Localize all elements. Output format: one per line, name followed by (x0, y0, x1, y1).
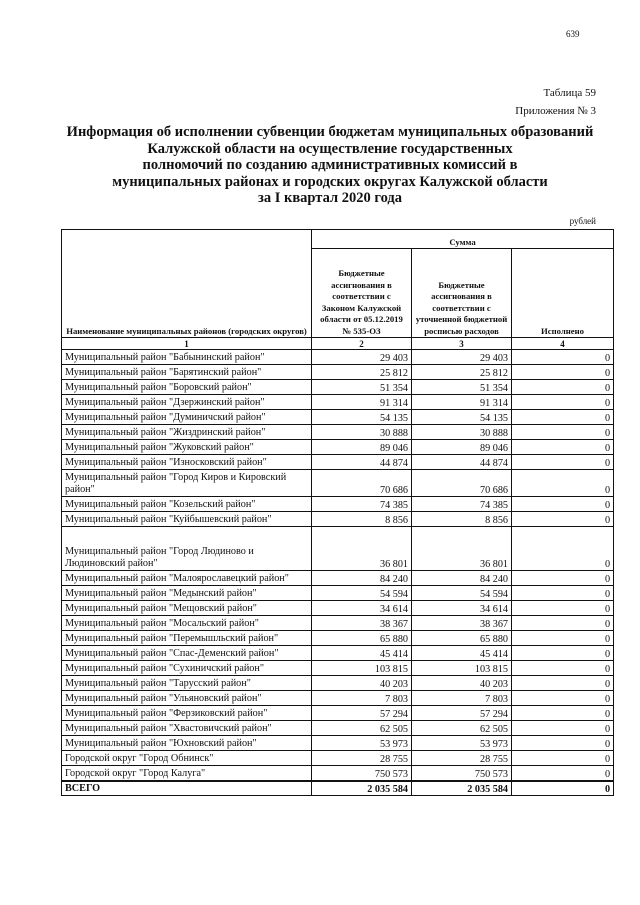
column-number-4: 4 (512, 338, 614, 350)
table-row (62, 721, 614, 736)
row-name: Муниципальный район "Думиничский район" (62, 410, 312, 425)
row-law-budget: 7 803 (312, 691, 412, 706)
header-name: Наименование муниципальных районов (городских округов) (62, 230, 312, 338)
row-name: Муниципальный район "Бабынинский район" (62, 350, 312, 365)
row-law-budget: 62 505 (312, 721, 412, 736)
row-refined-budget: 28 755 (412, 751, 512, 766)
appendix-label: Приложения № 3 (515, 105, 596, 117)
header-refined-budget: Бюджетные ассигнования в соответствии с уточненной бюджетной росписью расходов (412, 249, 512, 338)
row-executed: 0 (512, 736, 614, 751)
row-law-budget: 70 686 (312, 470, 412, 497)
row-law-budget: 29 403 (312, 350, 412, 365)
row-refined-budget: 103 815 (412, 661, 512, 676)
row-law-budget: 74 385 (312, 497, 412, 512)
row-executed: 0 (512, 586, 614, 601)
row-refined-budget: 89 046 (412, 440, 512, 455)
row-refined-budget: 51 354 (412, 380, 512, 395)
row-refined-budget: 30 888 (412, 425, 512, 440)
row-name: Муниципальный район "Ферзиковский район" (62, 706, 312, 721)
row-name: Муниципальный район "Хвастовичский район" (62, 721, 312, 736)
row-refined-budget: 34 614 (412, 601, 512, 616)
row-name: Муниципальный район "Спас-Деменский район" (62, 646, 312, 661)
row-name: Муниципальный район "Износковский район" (62, 455, 312, 470)
table-row (62, 440, 614, 455)
row-refined-budget: 38 367 (412, 616, 512, 631)
row-law-budget: 89 046 (312, 440, 412, 455)
title-line-1: Информация об исполнении субвенции бюджетам муниципальных образований (66, 124, 594, 140)
column-numbers-row (62, 338, 614, 350)
table-row (62, 676, 614, 691)
row-executed: 0 (512, 601, 614, 616)
table-row (62, 736, 614, 751)
row-law-budget: 91 314 (312, 395, 412, 410)
row-refined-budget: 57 294 (412, 706, 512, 721)
row-refined-budget: 36 801 (412, 527, 512, 571)
row-name: Муниципальный район "Куйбышевский район" (62, 512, 312, 527)
table-label: Таблица 59 (543, 87, 596, 99)
row-executed: 0 (512, 676, 614, 691)
table-row (62, 527, 614, 571)
row-name: Муниципальный район "Мосальский район" (62, 616, 312, 631)
row-name: Муниципальный район "Город Людиново и Людиновский район" (62, 527, 312, 571)
row-executed: 0 (512, 440, 614, 455)
table-row (62, 766, 614, 781)
row-executed: 0 (512, 410, 614, 425)
table-row (62, 470, 614, 497)
row-name: Муниципальный район "Тарусский район" (62, 676, 312, 691)
table-caption (515, 84, 596, 120)
row-name: Муниципальный район "Сухиничский район" (62, 661, 312, 676)
row-name: Муниципальный район "Ульяновский район" (62, 691, 312, 706)
row-refined-budget: 29 403 (412, 350, 512, 365)
row-executed: 0 (512, 350, 614, 365)
table-row (62, 586, 614, 601)
header-sum-group: Сумма (312, 230, 614, 249)
document-title (60, 124, 600, 207)
row-law-budget: 28 755 (312, 751, 412, 766)
row-refined-budget: 54 594 (412, 586, 512, 601)
row-law-budget: 45 414 (312, 646, 412, 661)
table-row (62, 616, 614, 631)
total-plan: 2 035 584 (412, 781, 512, 796)
total-done: 0 (512, 781, 614, 796)
row-law-budget: 103 815 (312, 661, 412, 676)
row-law-budget: 53 973 (312, 736, 412, 751)
row-law-budget: 8 856 (312, 512, 412, 527)
row-refined-budget: 750 573 (412, 766, 512, 781)
row-refined-budget: 44 874 (412, 455, 512, 470)
table-row (62, 380, 614, 395)
row-name: Муниципальный район "Жуковский район" (62, 440, 312, 455)
row-name: Муниципальный район "Перемышльский район" (62, 631, 312, 646)
row-name: Муниципальный район "Юхновский район" (62, 736, 312, 751)
table-row (62, 706, 614, 721)
subvention-table (61, 229, 614, 796)
row-law-budget: 51 354 (312, 380, 412, 395)
row-executed: 0 (512, 691, 614, 706)
row-law-budget: 750 573 (312, 766, 412, 781)
table-row (62, 365, 614, 380)
table-row (62, 646, 614, 661)
column-number-1: 1 (62, 338, 312, 350)
table-row (62, 395, 614, 410)
page-number: 639 (566, 29, 580, 39)
row-law-budget: 57 294 (312, 706, 412, 721)
table-row (62, 410, 614, 425)
row-refined-budget: 65 880 (412, 631, 512, 646)
row-executed: 0 (512, 766, 614, 781)
column-number-2: 2 (312, 338, 412, 350)
table-body (62, 350, 614, 781)
row-executed: 0 (512, 512, 614, 527)
table-row (62, 691, 614, 706)
row-executed: 0 (512, 365, 614, 380)
row-name: Муниципальный район "Город Киров и Кировский район" (62, 470, 312, 497)
row-name: Муниципальный район "Боровский район" (62, 380, 312, 395)
row-name: Муниципальный район "Жиздринский район" (62, 425, 312, 440)
row-law-budget: 38 367 (312, 616, 412, 631)
row-executed: 0 (512, 527, 614, 571)
title-line-3: полномочий по созданию административных комиссий в (142, 157, 518, 174)
table-row (62, 512, 614, 527)
row-executed: 0 (512, 395, 614, 410)
row-law-budget: 30 888 (312, 425, 412, 440)
table-row (62, 751, 614, 766)
row-refined-budget: 84 240 (412, 571, 512, 586)
table-row (62, 631, 614, 646)
row-refined-budget: 74 385 (412, 497, 512, 512)
header-law-budget: Бюджетные ассигнования в соответствии с Законом Калужской области от 05.12.2019 № 535-ОЗ (312, 249, 412, 338)
row-law-budget: 25 812 (312, 365, 412, 380)
total-row (62, 781, 614, 796)
table-row (62, 425, 614, 440)
row-law-budget: 40 203 (312, 676, 412, 691)
row-refined-budget: 54 135 (412, 410, 512, 425)
table-row (62, 350, 614, 365)
row-law-budget: 34 614 (312, 601, 412, 616)
total-label: ВСЕГО (62, 781, 312, 796)
table-row (62, 455, 614, 470)
table-row (62, 497, 614, 512)
row-executed: 0 (512, 425, 614, 440)
row-name: Муниципальный район "Козельский район" (62, 497, 312, 512)
row-executed: 0 (512, 721, 614, 736)
row-executed: 0 (512, 571, 614, 586)
row-refined-budget: 45 414 (412, 646, 512, 661)
row-refined-budget: 70 686 (412, 470, 512, 497)
row-executed: 0 (512, 616, 614, 631)
table-row (62, 571, 614, 586)
total-law: 2 035 584 (312, 781, 412, 796)
title-line-4: муниципальных районах и городских округах Калужской области (112, 173, 548, 190)
row-executed: 0 (512, 455, 614, 470)
row-law-budget: 84 240 (312, 571, 412, 586)
table-header (62, 230, 614, 350)
row-name: Муниципальный район "Мещовский район" (62, 601, 312, 616)
row-executed: 0 (512, 470, 614, 497)
row-executed: 0 (512, 706, 614, 721)
row-law-budget: 44 874 (312, 455, 412, 470)
row-name: Муниципальный район "Барятинский район" (62, 365, 312, 380)
table-row (62, 601, 614, 616)
row-name: Городской округ "Город Обнинск" (62, 751, 312, 766)
row-refined-budget: 91 314 (412, 395, 512, 410)
row-executed: 0 (512, 751, 614, 766)
row-executed: 0 (512, 380, 614, 395)
header-executed: Исполнено (512, 249, 614, 338)
row-refined-budget: 8 856 (412, 512, 512, 527)
row-executed: 0 (512, 631, 614, 646)
row-refined-budget: 62 505 (412, 721, 512, 736)
row-law-budget: 54 135 (312, 410, 412, 425)
row-refined-budget: 40 203 (412, 676, 512, 691)
row-name: Муниципальный район "Малоярославецкий район" (62, 571, 312, 586)
title-line-2: Калужской области на осуществление государственных (147, 140, 513, 157)
row-refined-budget: 53 973 (412, 736, 512, 751)
row-name: Городской округ "Город Калуга" (62, 766, 312, 781)
title-line-5: за I квартал 2020 года (258, 190, 402, 207)
unit-label: рублей (569, 216, 596, 226)
row-name: Муниципальный район "Дзержинский район" (62, 395, 312, 410)
row-refined-budget: 7 803 (412, 691, 512, 706)
row-law-budget: 54 594 (312, 586, 412, 601)
row-name: Муниципальный район "Медынский район" (62, 586, 312, 601)
table-row (62, 661, 614, 676)
row-executed: 0 (512, 646, 614, 661)
row-law-budget: 65 880 (312, 631, 412, 646)
row-refined-budget: 25 812 (412, 365, 512, 380)
column-number-3: 3 (412, 338, 512, 350)
row-executed: 0 (512, 497, 614, 512)
row-law-budget: 36 801 (312, 527, 412, 571)
row-executed: 0 (512, 661, 614, 676)
